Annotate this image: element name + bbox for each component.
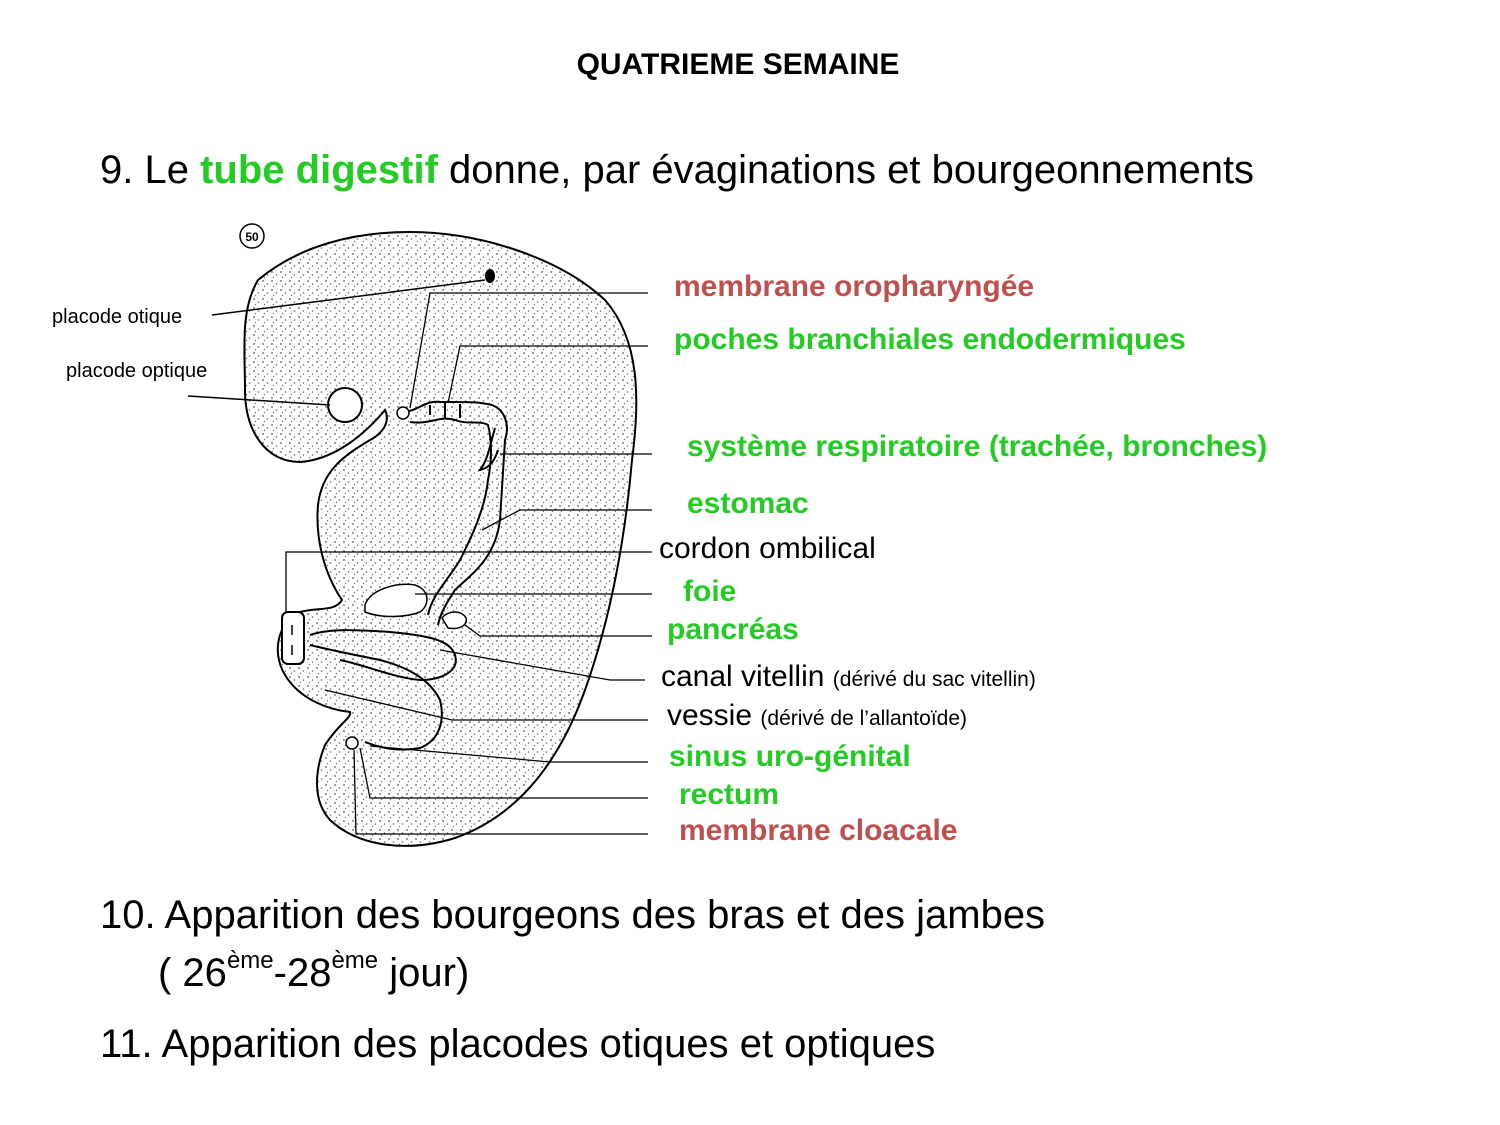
label-canal-vitellin-note: (dérivé du sac vitellin) <box>832 668 1036 691</box>
point-9-pre: Le <box>144 148 189 192</box>
otic-placode <box>485 269 495 283</box>
label-canal-vitellin-text: canal vitellin <box>661 660 825 693</box>
figure-badge: 50 <box>245 230 259 244</box>
label-foie: foie <box>683 575 737 608</box>
umbilical-stump <box>282 612 304 664</box>
label-vessie <box>667 699 967 733</box>
point-9-highlight: tube digestif <box>200 148 438 192</box>
point-10-dash: -28 <box>273 951 332 995</box>
point-10-open: ( 26 <box>158 951 227 995</box>
point-10-sup1: ème <box>226 947 274 974</box>
label-cordon-ombilical: cordon ombilical <box>659 532 876 565</box>
point-10-line2 <box>100 944 1045 1002</box>
label-placode-optique: placode optique <box>66 360 208 382</box>
point-10 <box>100 886 1045 1002</box>
point-10-close: jour) <box>378 951 470 995</box>
point-10-sup2: ème <box>331 947 379 974</box>
label-rectum: rectum <box>679 778 780 811</box>
label-sinus-uro-genital: sinus uro-génital <box>669 740 911 773</box>
point-9-post: donne, par évaginations et bourgeonnements <box>449 148 1255 192</box>
label-poches-branchiales: poches branchiales endodermiques <box>674 323 1186 356</box>
point-11: 11. Apparition des placodes otiques et optiques <box>100 1022 936 1066</box>
point-10-line1: 10. Apparition des bourgeons des bras et des jambes <box>100 893 1046 937</box>
label-placode-otique: placode otique <box>52 306 183 328</box>
label-membrane-oropharyngee: membrane oropharyngée <box>674 270 1035 303</box>
label-estomac: estomac <box>687 487 809 520</box>
optic-placode <box>328 388 362 422</box>
label-canal-vitellin <box>661 660 1036 694</box>
label-membrane-cloacale: membrane cloacale <box>679 814 958 847</box>
point-9-number: 9. <box>100 148 134 192</box>
label-pancreas: pancréas <box>667 613 799 646</box>
slide-title: QUATRIEME SEMAINE <box>576 48 900 81</box>
cloacal-membrane <box>346 737 358 749</box>
label-systeme-respiratoire: système respiratoire (trachée, bronches) <box>687 430 1268 463</box>
label-vessie-note: (dérivé de l’allantoïde) <box>760 707 968 730</box>
embryo-body <box>244 232 636 846</box>
oral-membrane <box>397 407 409 419</box>
label-vessie-text: vessie <box>667 699 753 732</box>
